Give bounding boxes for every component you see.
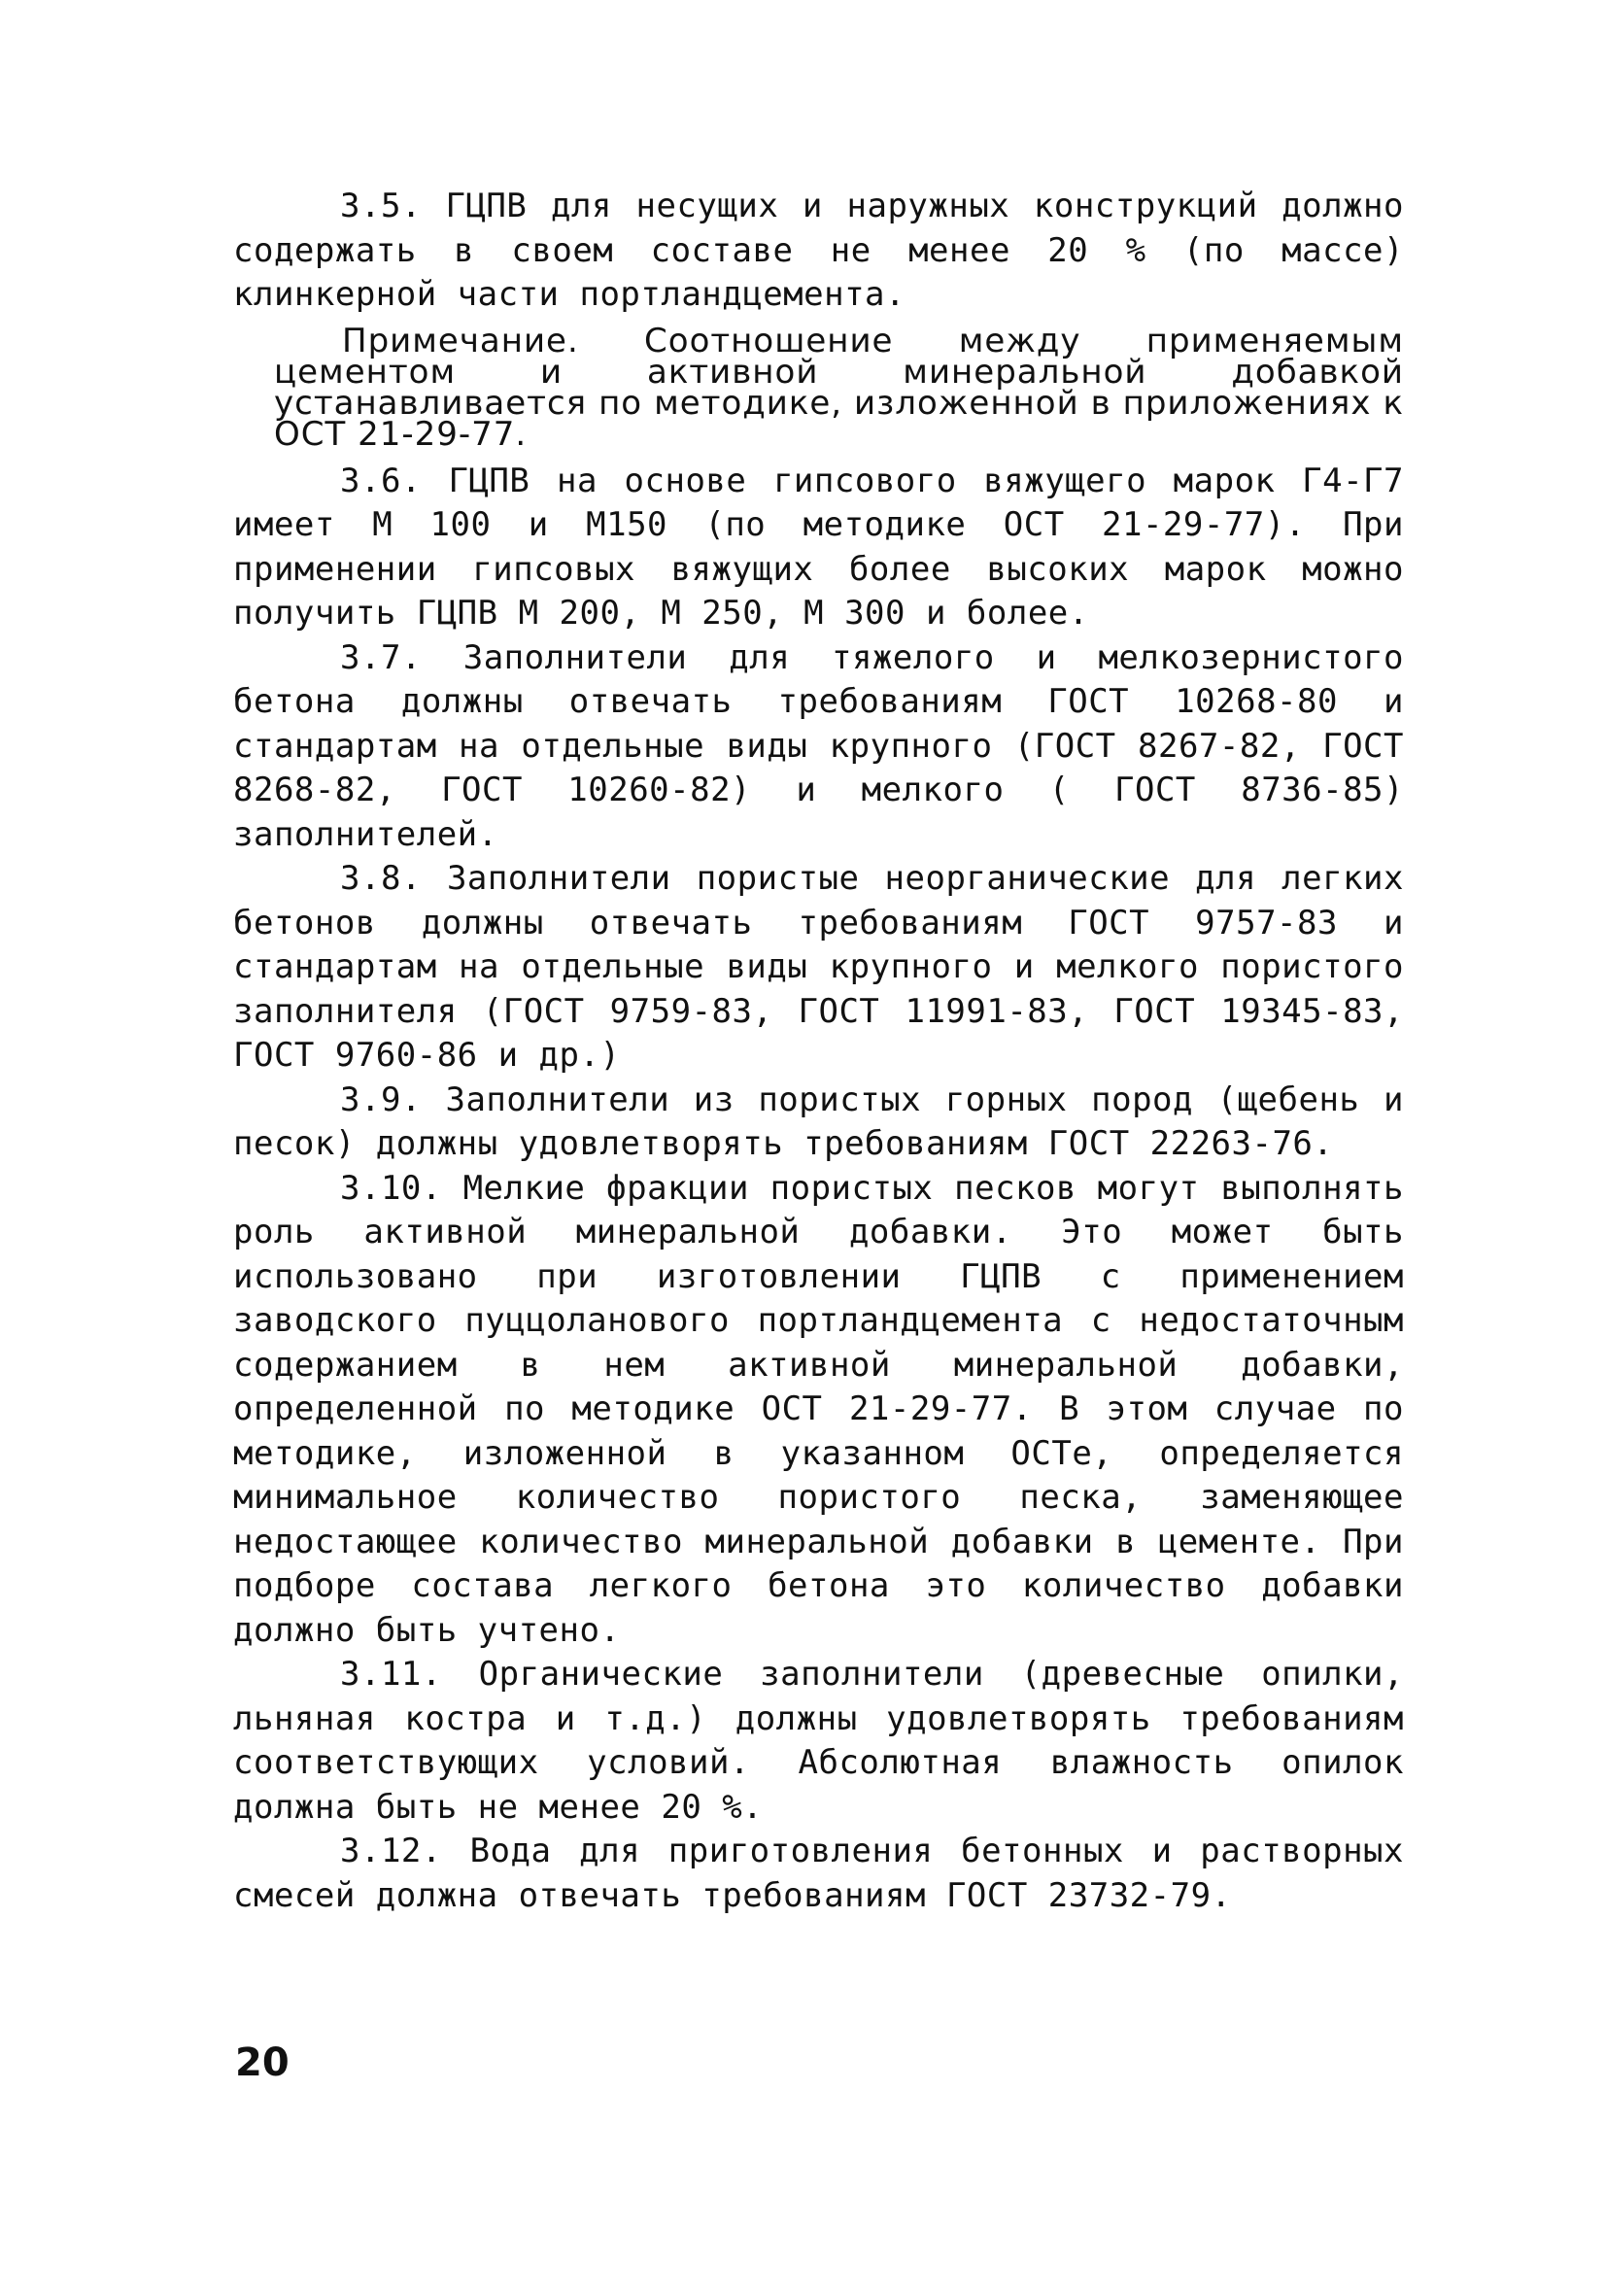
- page-number: 20: [235, 2040, 290, 2085]
- paragraph-3-11: 3.11. Органические заполнители (древесные опилки, льняная костра и т.д.) должны удовлетворять требованиям соответствующих условий. Абсолютная влажность опилок должна быть не менее 20 %.: [233, 1655, 1404, 1827]
- note-paragraph: Примечание. Соотношение между применяемым цементом и активной минеральной добавкой устанавливается по методике, изложенной в приложениях к ОСТ 21-29-77.: [274, 321, 1404, 454]
- paragraph-3-5: 3.5. ГЦПВ для несущих и наружных конструкций должно содержать в своем составе не менее 20 % (по массе) клинкерной части портландцемента.: [233, 187, 1404, 314]
- paragraph-3-7: 3.7. Заполнители для тяжелого и мелкозернистого бетона должны отвечать требованиям ГОСТ 10268-80 и стандартам на отдельные виды крупного (ГОСТ 8267-82, ГОСТ 8268-82, ГОСТ 10260-82) и мелкого ( ГОСТ 8736-85) заполнителей.: [233, 637, 1404, 854]
- paragraph-3-12: 3.12. Вода для приготовления бетонных и растворных смесей должна отвечать требованиям ГОСТ 23732-79.: [233, 1832, 1404, 1915]
- paragraph-3-8: 3.8. Заполнители пористые неорганические для легких бетонов должны отвечать требованиям ГОСТ 9757-83 и стандартам на отдельные виды крупного и мелкого пористого заполнителя (ГОСТ 9759-83, ГОСТ 11991-83, ГОСТ 19345-83, ГОСТ 9760-86 и др.): [233, 859, 1404, 1075]
- document-body: [233, 185, 1404, 1918]
- paragraph-3-9: 3.9. Заполнители из пористых горных пород (щебень и песок) должны удовлетворять требованиям ГОСТ 22263-76.: [233, 1079, 1404, 1163]
- paragraph-3-10: 3.10. Мелкие фракции пористых песков могут выполнять роль активной минеральной добавки. Это может быть использовано при изготовлении ГЦПВ с применением заводского пуццоланового портландцемента с недостаточным содержанием в нем активной минеральной добавки, определенной по методике ОСТ 21-29-77. В этом случае по методике, изложенной в указанном ОСТе, определяется минимальное количество пористого песка, заменяющее недостающее количество минеральной добавки в цементе. При подборе состава легкого бетона это количество добавки должно быть учтено.: [233, 1168, 1404, 1650]
- paragraph-3-6: 3.6. ГЦПВ на основе гипсового вяжущего марок Г4-Г7 имеет М 100 и М150 (по методике ОСТ 21-29-77). При применении гипсовых вяжущих более высоких марок можно получить ГЦПВ М 200, М 250, М 300 и более.: [233, 461, 1404, 633]
